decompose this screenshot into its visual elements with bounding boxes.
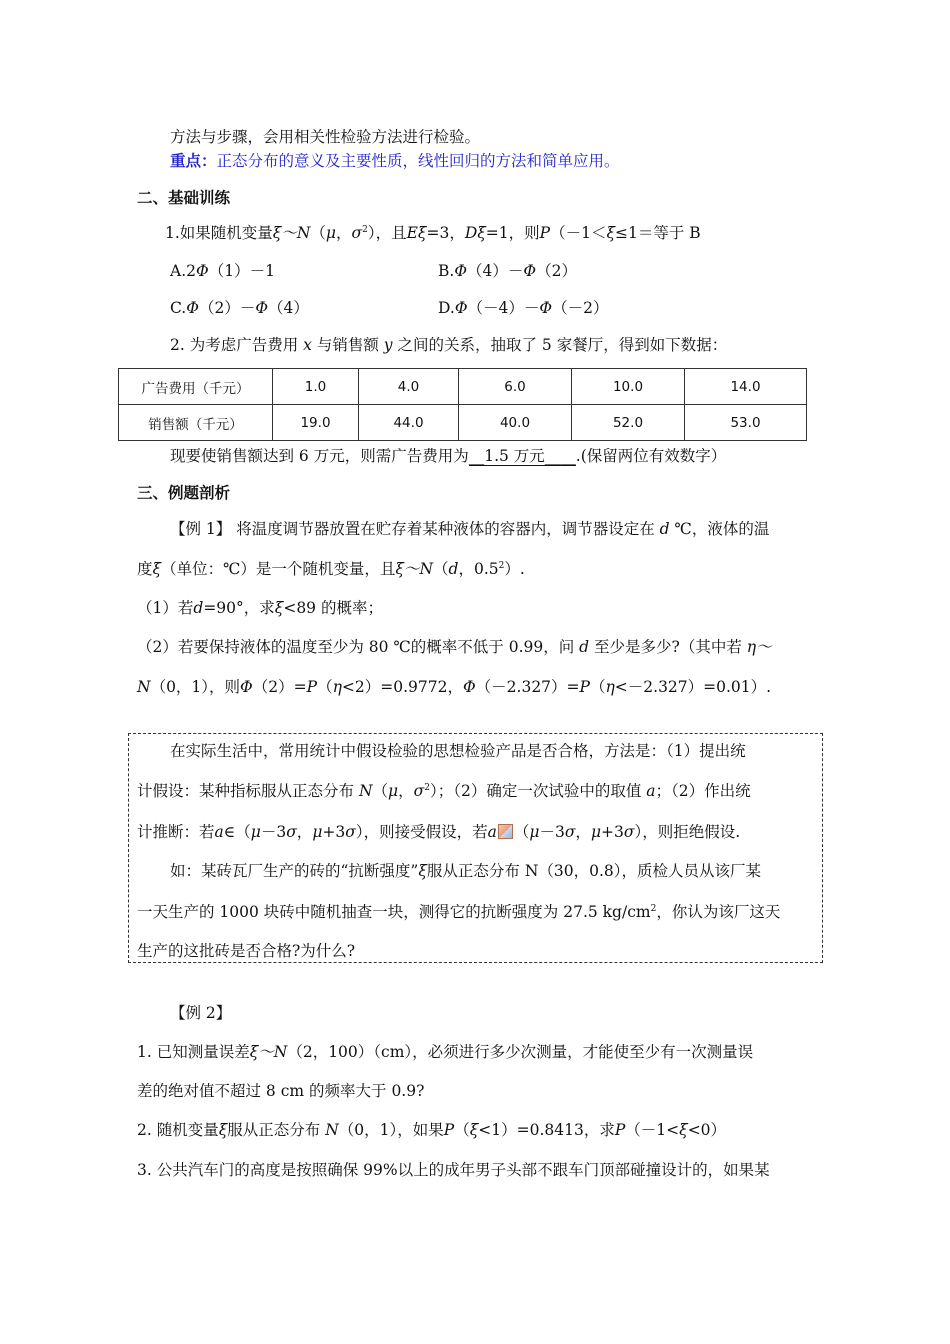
table-cell: 19.0 [273,405,359,441]
question-1: 1.如果随机变量ξ～N（μ，$\sigma^2$），且Eξ=3，Dξ=1，则P（－1＜ξ≤1＝等于 B [165,224,701,242]
example-2-q2: 2. 随机变量ξ服从正态分布 N（0，1），如果P（ξ<1）=0.8413，求P（－1<ξ<0） [137,1121,727,1139]
example-1-part-2: （2）若要保持液体的温度至少为 80 ℃的概率不低于 0.99，问 d 至少是多少?（其中若 η～ [137,638,772,656]
key-points-line: 重点：正态分布的意义及主要性质，线性回归的方法和简单应用。 [170,151,620,170]
note-line-2: 计假设：某种指标服从正态分布 N（μ，$\sigma^2$）；（2）确定一次试验中的取值 a；（2）作出统 [137,782,751,800]
table-cell: 44.0 [359,405,459,441]
table-cell: 53.0 [685,405,807,441]
table-cell: 14.0 [685,369,807,405]
example-2-q3: 3. 公共汽车门的高度是按照确保 99%以上的成年男子头部不跟车门顶部碰撞设计的，如果某 [137,1161,770,1179]
note-line-3: 计推断：若a∈（μ－3σ，μ+3σ），则接受假设，若a （μ－3σ，μ+3σ），则拒绝假设. [137,823,741,841]
question-2: 2. 为考虑广告费用 x 与销售额 y 之间的关系，抽取了 5 家餐厅，得到如下数据： [170,336,728,354]
table-cell: 广告费用（千元） [119,369,273,405]
not-in-symbol-icon [498,824,513,839]
table-cell: 1.0 [273,369,359,405]
note-line-6: 生产的这批砖是否合格?为什么? [137,942,356,960]
table-cell: 销售额（千元） [119,405,273,441]
note-line-4: 如：某砖瓦厂生产的砖的“抗断强度”ξ服从正态分布 N（30，0.8），质检人员从该厂某 [170,862,762,880]
option-b: B.Φ（4）－Φ（2） [438,262,578,280]
example-2-label: 【例 2】 [170,1004,232,1022]
answer-blank: __1.5 万元____ [468,447,576,465]
section-heading-examples: 三、例题剖析 [137,483,231,502]
table-cell: 40.0 [459,405,572,441]
example-1-part-2-cont: N（0，1），则Φ（2）=P（η<2）=0.9772，Φ（－2.327）=P（η<－2.327）=0.01）. [137,678,772,696]
note-line-5: 一天生产的 1000 块砖中随机抽查一块，测得它的抗断强度为 27.5 $kg/cm^2$，你认为该厂这天 [137,903,781,921]
note-line-1: 在实际生活中，常用统计中假设检验的思想检验产品是否合格，方法是：（1）提出统 [170,742,746,760]
table-row [119,405,807,441]
key-points-label: 重点： [170,151,217,170]
example-1-line-1: 【例 1】 将温度调节器放置在贮存着某种液体的容器内，调节器设定在 d ℃，液体的温 [170,520,770,538]
question-2-answer: 现要使销售额达到 6 万元，则需广告费用为__1.5 万元____.(保留两位有效数字） [170,447,727,465]
table-cell: 4.0 [359,369,459,405]
example-2-q1: 1. 已知测量误差ξ～N（2，100）（cm），必须进行多少次测量，才能使至少有一次测量误 [137,1043,754,1061]
table-cell: 10.0 [572,369,685,405]
table-cell: 6.0 [459,369,572,405]
example-1-line-2: 度ξ（单位：℃）是一个随机变量，且ξ～N（d，$0.5^2$）. [137,560,525,578]
table-cell: 52.0 [572,405,685,441]
ad-sales-table [118,368,807,441]
example-1-part-1: （1）若d=90°，求ξ<89 的概率； [137,599,383,617]
hypothesis-test-note-box [128,733,823,963]
option-a: A.2Φ（1）－1 [170,262,275,280]
example-2-q1-cont: 差的绝对值不超过 8 cm 的频率大于 0.9? [137,1082,425,1100]
intro-line: 方法与步骤，会用相关性检验方法进行检验。 [170,128,481,146]
section-heading-basic-training: 二、基础训练 [137,188,231,207]
table-row [119,369,807,405]
option-c: C.Φ（2）－Φ（4） [170,299,309,317]
option-d: D.Φ（－4）－Φ（－2） [438,299,609,317]
